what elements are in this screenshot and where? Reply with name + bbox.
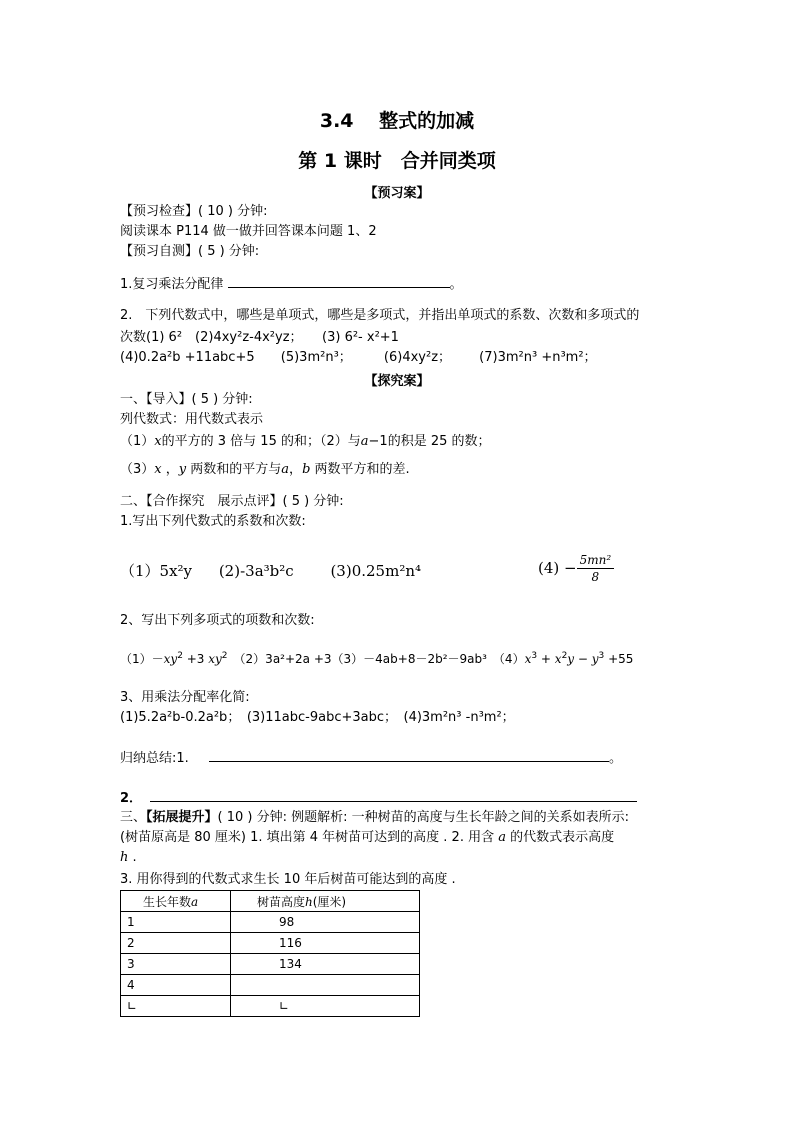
cooperate-question-3: 3、用乘法分配率化简: bbox=[120, 690, 250, 705]
summary-1: 归纳总结:1. 。 bbox=[120, 751, 622, 766]
answer-blank bbox=[228, 276, 450, 288]
table-row: 4 bbox=[121, 975, 420, 996]
cooperate-question-2: 2、写出下列多项式的项数和次数: bbox=[120, 613, 315, 628]
question-2-line-1: 2. 下列代数式中，哪些是单项式，哪些是多项式，并指出单项式的系数、次数和多项式的 bbox=[120, 308, 640, 323]
expr-5: (5)3m²n³； bbox=[280, 350, 352, 365]
section-heading-preview: 【预习案】 bbox=[364, 186, 430, 201]
summary-2: 2． bbox=[120, 790, 637, 807]
extend-line-4: 3. 用你得到的代数式求生长 10 年后树苗可能达到的高度 . bbox=[120, 872, 456, 887]
polynomial-exprs: $(1)-xy^2 +3$ $xy^2$ （2）3a²+2a +3（3）－4ab+8－2b²－9ab³ $(4)x^3 + x^2y - y^3 +55$ bbox=[120, 651, 634, 666]
expr-7: (7)3m²n³ +n³m²； bbox=[479, 350, 597, 365]
question-1-label: 1.复习乘法分配律 bbox=[120, 277, 224, 292]
expr-6: (6)4xy²z； bbox=[383, 350, 452, 365]
distributive-exprs: (1)5.2a²b-0.2a²b； (3)11abc-9abc+3abc； (4)3m²n³ -n³m²； bbox=[120, 710, 515, 725]
table-row: 3 134 bbox=[121, 954, 420, 975]
summary-blank-2 bbox=[150, 790, 637, 802]
cooperate-heading: 二、【合作探究 展示点评】( 5 ) 分钟: bbox=[120, 494, 344, 509]
section-heading-explore: 【探究案】 bbox=[364, 374, 430, 389]
table-row: 2 116 bbox=[121, 933, 420, 954]
table-row: ∟ ∟ bbox=[121, 996, 420, 1017]
header-height: 树苗高度h(厘米) bbox=[231, 891, 420, 912]
table-header-row bbox=[121, 891, 420, 912]
tree-height-table bbox=[120, 890, 420, 1017]
intro-item-1: （1）x的平方的 3 倍与 15 的和；（2）与a−1的积是 25 的数； bbox=[120, 434, 491, 449]
extend-line-2: (树苗原高是 80 厘米) 1. 填出第 4 年树苗可达到的高度 . 2. 用含 a 的代数式表示高度 bbox=[120, 830, 615, 845]
reading-task: 阅读课本 P114 做一做并回答课本问题 1、2 bbox=[120, 224, 377, 239]
coefficient-exprs: （1）5x²y (2)-3a³b²c (3)0.25m²n⁴ bbox=[120, 562, 422, 580]
fraction-expr: (4) − $\frac{\text{5mn²}}{8}$ bbox=[538, 553, 614, 585]
question-1 bbox=[120, 276, 463, 293]
question-2-line-2: 次数(1) 6² (2)4xy²z-4x²yz； (3) 6²- x²+1 bbox=[120, 330, 399, 345]
extend-line-1: 三、【拓展提升】( 10 ) 分钟: 例题解析: 一种树苗的高度与生长年龄之间的关系如表所示: bbox=[120, 810, 630, 825]
summary-blank-1 bbox=[209, 750, 609, 762]
preview-check: 【预习检查】( 10 ) 分钟: bbox=[120, 204, 268, 219]
intro-item-3: （3）x ，y 两数和的平方与a，b 两数平方和的差. bbox=[120, 462, 410, 477]
cooperate-question-1: 1.写出下列代数式的系数和次数: bbox=[120, 514, 306, 529]
table-row: 1 98 bbox=[121, 912, 420, 933]
header-years: 生长年数a bbox=[121, 891, 231, 912]
page-title: 3.4 整式的加减 bbox=[319, 110, 475, 132]
intro-heading: 一、【导入】( 5 ) 分钟: bbox=[120, 392, 253, 407]
extend-line-3: h . bbox=[120, 850, 137, 865]
expr-4: (4)0.2a²b +11abc+5 bbox=[120, 350, 255, 365]
lesson-subtitle: 第 1 课时 合并同类项 bbox=[298, 150, 496, 172]
self-test: 【预习自测】( 5 ) 分钟: bbox=[120, 244, 260, 259]
question-2-line-3 bbox=[120, 350, 597, 366]
intro-task: 列代数式：用代数式表示 bbox=[120, 412, 264, 427]
question-1-end: 。 bbox=[449, 277, 463, 292]
